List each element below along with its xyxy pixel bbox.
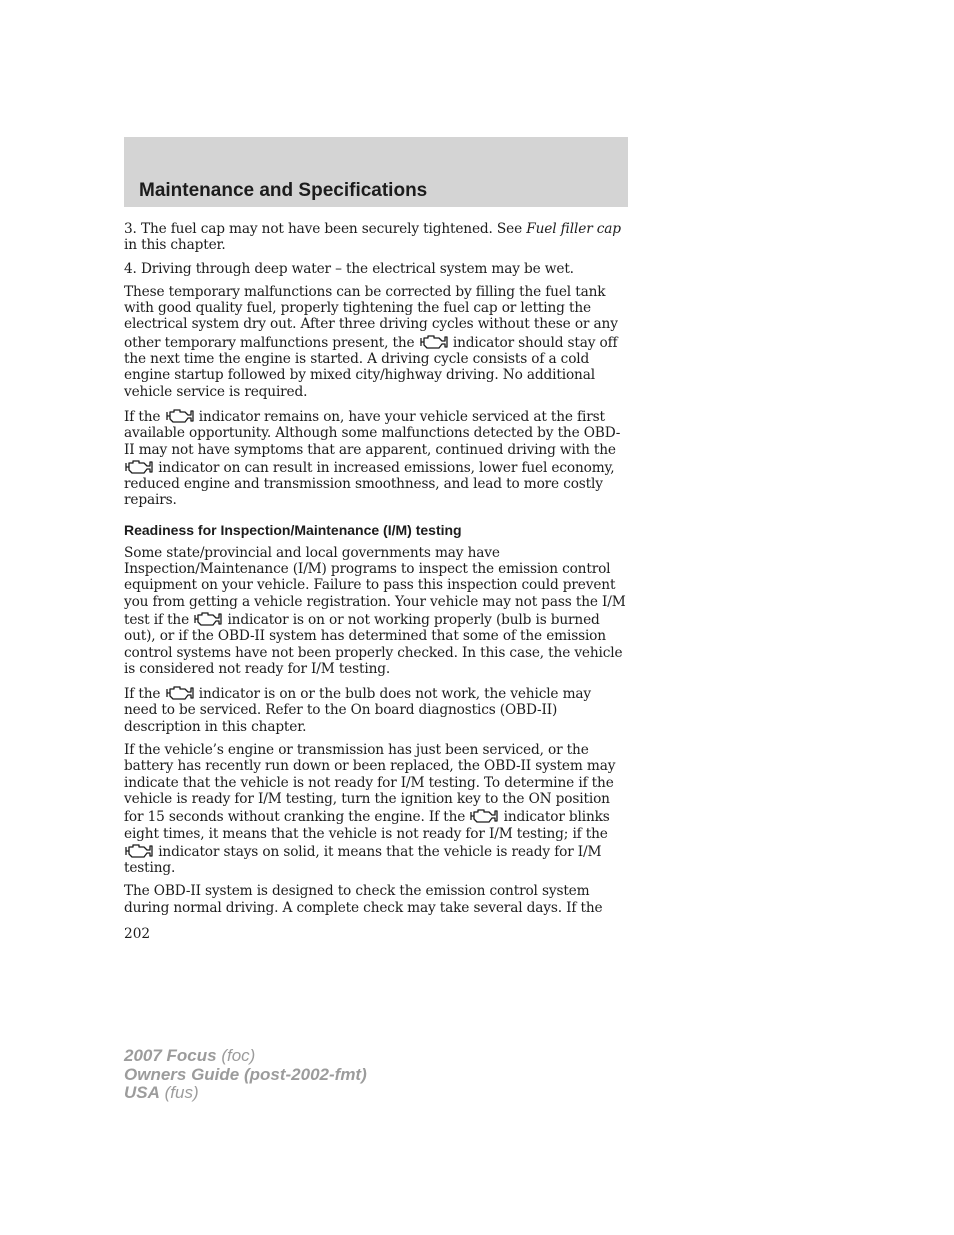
check-engine-icon: [165, 407, 195, 424]
paragraph-recently-serviced: If the vehicle’s engine or transmission has just been serviced, or the battery has recently run down or been replaced, the OBD-II system may indicate that the vehicle is not ready for I/M testing. To determine if the vehicle is ready for I/M testing, turn the ignition key to the ON position for 15 seconds without cranking the engine. If the indicator blinks eight times, it means that the vehicle is not ready for I/M testing; if the indicator stays on solid, it means that the vehicle is ready for I/M testing.: [124, 742, 616, 877]
paragraph-fuel-cap: 3. The fuel cap may not have been securely tightened. See Fuel filler cap in this chapter.: [124, 221, 621, 254]
section-header-band: [124, 137, 628, 207]
check-engine-icon: [124, 842, 154, 859]
paragraph-im-programs: Some state/provincial and local governments may have Inspection/Maintenance (I/M) programs to inspect the emission control equipment on your vehicle. Failure to pass this inspection could prevent you from getting a vehicle registration. Your vehicle may not pass the I/M test if the indicator is on or not working properly (bulb is burned out), or if the OBD-II system has determined that some of the emission control systems have not been properly checked. In this case, the vehicle is considered not ready for I/M testing.: [124, 544, 626, 677]
section-title: Maintenance and Specifications: [139, 180, 428, 201]
paragraph-indicator-remains-on: If the indicator remains on, have your vehicle serviced at the first available opportunity. Although some malfunctions detected by the OBD-II may not have symptoms that are apparent, continued driving with the indicator on can result in increased emissions, lower fuel economy, reduced engine and transmission smoothness, and lead to more costly repairs.: [124, 408, 621, 509]
page-body: [124, 221, 628, 923]
paragraph-bulb-not-working: If the indicator is on or the bulb does not work, the vehicle may need to be serviced. Refer to the On board diagnostics (OBD-II) description in this chapter.: [124, 686, 592, 735]
footer-line-model: 2007 Focus (foc): [124, 1046, 256, 1065]
footer-line-market: USA (fus): [124, 1083, 199, 1102]
document-footer: [124, 1047, 367, 1103]
check-engine-icon: [469, 807, 499, 824]
paragraph-deep-water: 4. Driving through deep water – the electrical system may be wet.: [124, 260, 574, 277]
page-number: 202: [124, 926, 151, 942]
cross-reference-fuel-filler-cap: Fuel filler cap: [526, 221, 621, 237]
check-engine-icon: [193, 610, 223, 627]
check-engine-icon: [124, 458, 154, 475]
subheading-readiness-im-testing: Readiness for Inspection/Maintenance (I/M) testing: [124, 521, 462, 538]
check-engine-icon: [165, 684, 195, 701]
paragraph-temporary-malfunctions: These temporary malfunctions can be corrected by filling the fuel tank with good quality fuel, properly tightening the fuel cap or letting the electrical system dry out. After three driving cycles without these or any other temporary malfunctions present, the indicator should stay off the next time the engine is started. A driving cycle consists of a cold engine startup followed by mixed city/highway driving. No additional vehicle service is required.: [124, 283, 618, 400]
check-engine-icon: [419, 333, 449, 350]
paragraph-obd-ii-system: The OBD-II system is designed to check the emission control system during normal driving. A complete check may take several days. If the: [124, 883, 603, 916]
footer-line-guide: Owners Guide (post-2002-fmt): [124, 1064, 367, 1084]
